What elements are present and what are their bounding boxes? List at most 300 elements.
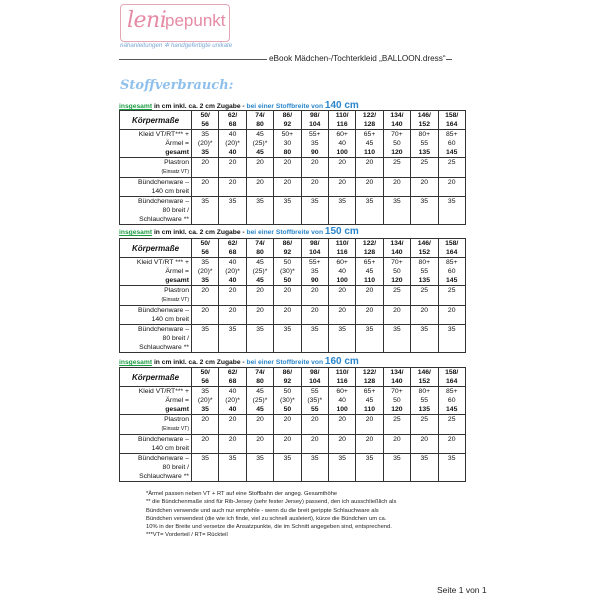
cell-value: 45 [256, 277, 264, 284]
cell-value: 20 [338, 436, 346, 443]
size-header [219, 368, 246, 387]
cell-value: 40 [228, 149, 237, 156]
size-header [411, 111, 438, 130]
cell-value: 20 [310, 416, 319, 423]
cell-value: (30)* [280, 397, 295, 404]
cell-value: 35 [201, 259, 209, 266]
cell-value: 20 [338, 307, 346, 314]
size-header-line: 104 [309, 121, 321, 128]
cell-value: 25 [420, 416, 429, 423]
cell-value: 35 [228, 198, 237, 205]
table-cell [328, 130, 355, 158]
table-row [120, 325, 466, 353]
document-title [119, 54, 452, 63]
size-header-line: 122/ [362, 369, 377, 376]
table-cell [219, 197, 246, 225]
row-label [120, 178, 192, 197]
size-header [301, 239, 328, 258]
row-label-wrap [120, 286, 189, 305]
cell-value: 35 [201, 326, 209, 333]
cell-value: 120 [391, 149, 403, 156]
size-header [274, 368, 301, 387]
table-cell [356, 454, 383, 482]
row-label [120, 258, 192, 286]
size-header [246, 111, 273, 130]
table-cell [328, 197, 355, 225]
cell-value: 20 [283, 436, 292, 443]
cell-value: 40 [228, 406, 237, 413]
cell-value: 40 [228, 259, 237, 266]
table-cell [411, 158, 438, 178]
size-header [383, 111, 410, 130]
cell-value: 25 [393, 416, 401, 423]
size-header [192, 239, 219, 258]
size-header-line: 110/ [335, 369, 349, 376]
cell-value: 35 [201, 388, 209, 395]
cell-value: 35 [365, 455, 374, 462]
cell-value: 25 [447, 416, 456, 423]
table-cell [219, 158, 246, 178]
table-cell [192, 306, 219, 325]
size-header-line: 152 [418, 249, 430, 256]
table-cell [274, 387, 301, 415]
size-header [383, 239, 410, 258]
size-header [274, 111, 301, 130]
caption-blue: bei einer Stoffbreite von [246, 103, 325, 110]
table-cell [356, 258, 383, 286]
cell-value: (25)* [252, 397, 268, 404]
table-cell [411, 306, 438, 325]
logo [120, 4, 233, 54]
cell-value: 80 [283, 149, 292, 156]
cell-value: 90 [310, 277, 319, 284]
size-header-line: 50/ [200, 240, 210, 247]
cell-value: 20 [228, 287, 237, 294]
size-header-line: 164 [446, 378, 458, 385]
document-title-text: eBook Mädchen-/Tochterkleid „BALLOON.dress“ [269, 54, 446, 63]
table-cell [192, 178, 219, 197]
cell-value: 20 [365, 159, 374, 166]
table-cell [383, 454, 410, 482]
table-cell [438, 178, 465, 197]
table-cell [356, 387, 383, 415]
caption-width: 140 cm [324, 100, 359, 111]
footnote-line: ***VT= Vorderteil / RT= Rückteil [146, 532, 228, 539]
size-header [274, 239, 301, 258]
size-header-line: 68 [228, 121, 237, 128]
cell-value: (25)* [252, 140, 268, 147]
size-header-line: 50/ [200, 369, 210, 376]
row-label [120, 197, 192, 225]
size-header-line: 110/ [335, 240, 349, 247]
fabric-table [119, 238, 466, 353]
table-cell [301, 158, 328, 178]
size-header-line: 50/ [200, 112, 210, 119]
table-cell [301, 178, 328, 197]
row-label [120, 286, 192, 306]
cell-value: 20 [256, 287, 264, 294]
cell-value: 45 [256, 149, 264, 156]
row-label-line: Ärmel = [165, 268, 189, 275]
cell-value: 55 [310, 406, 319, 413]
cell-value: 80+ [418, 388, 431, 395]
row-label-line: (Einsatz VT) [161, 297, 189, 303]
cell-value: 35 [201, 277, 209, 284]
table-cell [274, 435, 301, 454]
table-row [120, 306, 466, 325]
cell-value: 60 [447, 397, 456, 404]
cell-value: 55+ [308, 131, 321, 138]
cell-value: 40 [228, 388, 237, 395]
cell-value: 20 [283, 307, 292, 314]
cell-value: 25 [447, 159, 456, 166]
table-cell [219, 325, 246, 353]
cell-value: 20 [447, 307, 456, 314]
row-label-line: 140 cm breit [151, 445, 189, 452]
row-label-line: Bündchenware – [137, 436, 189, 443]
table-cell [274, 454, 301, 482]
size-header-line: 128 [363, 121, 376, 128]
cell-value: 20 [256, 416, 264, 423]
cell-value: 20 [338, 287, 346, 294]
caption-green: insgesamt [119, 103, 153, 110]
header-row [120, 368, 466, 387]
table-caption [119, 226, 359, 237]
row-label-line: Bündchenware – [137, 307, 189, 314]
caption-mid: in cm inkl. ca. 2 cm Zugabe - [152, 359, 247, 366]
row-label-line: Bündchenware – [137, 198, 189, 205]
row-label-line: 80 breit / [162, 207, 189, 214]
cell-value: 50 [283, 388, 292, 395]
cell-value: 35 [310, 455, 319, 462]
cell-value: 20 [283, 416, 292, 423]
cell-value: 110 [364, 277, 376, 284]
cell-value: 20 [447, 179, 456, 186]
cell-value: 35 [228, 326, 237, 333]
size-header-line: 56 [201, 121, 209, 128]
cell-value: 20 [201, 307, 209, 314]
cell-value: 110 [364, 149, 376, 156]
table-row [120, 435, 466, 454]
cell-value: 100 [336, 277, 348, 284]
cell-value: 40 [228, 131, 237, 138]
cell-value: 20 [420, 179, 429, 186]
row-label-line: 80 breit / [162, 335, 189, 342]
size-header [328, 111, 355, 130]
header-label: Körpermaße [120, 239, 192, 258]
size-header-line: 122/ [362, 112, 377, 119]
row-label [120, 435, 192, 454]
cell-value: 20 [393, 436, 401, 443]
cell-value: 70+ [391, 388, 403, 395]
table-cell [274, 197, 301, 225]
table-cell [383, 415, 410, 435]
table-cell [192, 454, 219, 482]
row-label-line: gesamt [165, 277, 189, 284]
cell-value: 20 [310, 179, 319, 186]
caption-width: 150 cm [324, 226, 359, 237]
table-cell [438, 454, 465, 482]
size-header-line: 68 [228, 378, 237, 385]
size-header-line: 86/ [282, 369, 293, 376]
row-label [120, 454, 192, 482]
cell-value: 20 [420, 436, 429, 443]
size-header [356, 368, 383, 387]
cell-value: 35 [256, 198, 264, 205]
cell-value: 85+ [445, 388, 458, 395]
size-header-line: 158/ [445, 369, 459, 376]
cell-value: 55+ [308, 259, 321, 266]
table-cell [246, 258, 273, 286]
cell-value: 80+ [418, 259, 431, 266]
cell-value: 65+ [363, 259, 376, 266]
cell-value: 35 [201, 149, 209, 156]
cell-value: 35 [338, 326, 346, 333]
cell-value: 50 [283, 259, 292, 266]
table-cell [438, 435, 465, 454]
row-label-line: (Einsatz VT) [161, 426, 189, 432]
table-cell [328, 415, 355, 435]
table-cell [411, 286, 438, 306]
row-label-line: Ärmel = [165, 397, 189, 404]
table-cell [411, 325, 438, 353]
row-label-line: Schlauchware ** [139, 473, 189, 480]
table-cell [246, 178, 273, 197]
cell-value: 35 [201, 455, 209, 462]
table-cell [438, 415, 465, 435]
size-header-line: 104 [309, 378, 321, 385]
size-header [411, 368, 438, 387]
cell-value: 35 [283, 455, 292, 462]
logo-word-leni: leni [127, 8, 167, 33]
header-label: Körpermaße [120, 368, 192, 387]
size-header-line: 146/ [417, 369, 431, 376]
footnote-line: ** die Bündchenmaße sind für Rib-Jersey (sehr fester Jersey) passend, den ich ausschließlich als [146, 499, 397, 506]
cell-value: 55 [420, 397, 429, 404]
table-cell [192, 286, 219, 306]
size-header [328, 239, 355, 258]
size-header-line: 140 [391, 249, 403, 256]
table-cell [438, 197, 465, 225]
cell-value: 55 [310, 388, 319, 395]
cell-value: 20 [447, 436, 456, 443]
fabric-table [119, 110, 466, 225]
size-header [411, 239, 438, 258]
cell-value: 45 [365, 140, 374, 147]
cell-value: 20 [365, 307, 374, 314]
table-cell [438, 158, 465, 178]
table-cell [356, 325, 383, 353]
table-cell [328, 178, 355, 197]
cell-value: 145 [446, 406, 458, 413]
cell-value: 20 [228, 307, 237, 314]
row-label-line: Plastron [164, 287, 189, 294]
cell-value: 40 [338, 397, 346, 404]
table-cell [274, 258, 301, 286]
cell-value: 65+ [363, 131, 376, 138]
table-row [120, 286, 466, 306]
size-header-line: 74/ [255, 240, 265, 247]
table-caption [119, 356, 359, 367]
cell-value: 20 [201, 159, 209, 166]
size-header-line: 98/ [310, 240, 320, 247]
logo-tagline: nähanleitungen ✲ handgefertigte unikate [120, 42, 233, 49]
size-header-line: 80 [256, 249, 264, 256]
cell-value: 70+ [391, 259, 403, 266]
size-header-line: 104 [309, 249, 321, 256]
table-cell [246, 286, 273, 306]
cell-value: 20 [365, 436, 374, 443]
table-row [120, 130, 466, 158]
size-header-line: 164 [446, 249, 458, 256]
row-label-line: Plastron [164, 159, 189, 166]
size-header-line: 98/ [310, 369, 320, 376]
cell-value: 35 [283, 198, 292, 205]
cell-value: 50 [393, 268, 401, 275]
size-header [219, 239, 246, 258]
size-header-line: 98/ [310, 112, 320, 119]
cell-value: 100 [336, 149, 348, 156]
table-cell [219, 415, 246, 435]
table-cell [219, 178, 246, 197]
cell-value: 50 [393, 397, 401, 404]
size-header-line: 134/ [390, 240, 404, 247]
cell-value: (20)* [225, 140, 240, 147]
cell-value: 30 [283, 140, 292, 147]
cell-value: 65+ [363, 388, 376, 395]
cell-value: 35 [338, 455, 346, 462]
cell-value: 20 [338, 416, 346, 423]
cell-value: 60 [447, 268, 456, 275]
table-cell [383, 435, 410, 454]
table-cell [246, 387, 273, 415]
header-label: Körpermaße [120, 111, 192, 130]
table-cell [383, 325, 410, 353]
cell-value: 35 [420, 198, 429, 205]
table-cell [383, 286, 410, 306]
size-header-line: 62/ [227, 240, 238, 247]
cell-value: 35 [393, 326, 401, 333]
cell-value: 35 [228, 455, 237, 462]
cell-value: 20 [228, 179, 237, 186]
cell-value: 20 [256, 159, 264, 166]
table-cell [411, 435, 438, 454]
cell-value: 35 [201, 198, 209, 205]
row-label-line: Kleid VT/RT*** + [138, 388, 189, 395]
title-rule-left [119, 59, 267, 60]
row-label-line: Bündchenware – [137, 179, 189, 186]
table-cell [274, 286, 301, 306]
cell-value: 120 [391, 406, 403, 413]
size-header-line: 152 [418, 121, 430, 128]
table-cell [411, 415, 438, 435]
size-header [438, 111, 465, 130]
cell-value: 90 [310, 149, 319, 156]
table-cell [192, 415, 219, 435]
table-cell [274, 415, 301, 435]
table-cell [411, 197, 438, 225]
table-cell [192, 130, 219, 158]
logo-frame [120, 4, 230, 42]
cell-value: 60+ [336, 259, 348, 266]
table-cell [246, 130, 273, 158]
size-header [438, 239, 465, 258]
cell-value: 35 [447, 455, 456, 462]
table-cell [328, 286, 355, 306]
size-header [192, 368, 219, 387]
table-row [120, 158, 466, 178]
table-cell [274, 325, 301, 353]
cell-value: 35 [201, 406, 209, 413]
table-cell [383, 258, 410, 286]
cell-value: 45 [256, 131, 264, 138]
size-header-line: 92 [283, 121, 292, 128]
cell-value: 20 [201, 416, 209, 423]
cell-value: 45 [256, 388, 264, 395]
table-cell [274, 158, 301, 178]
size-header [328, 368, 355, 387]
cell-value: 35 [393, 198, 401, 205]
table-cell [219, 286, 246, 306]
size-header [356, 239, 383, 258]
caption-green: insgesamt [119, 229, 153, 236]
cell-value: 20 [393, 179, 401, 186]
table-cell [246, 158, 273, 178]
table-cell [328, 387, 355, 415]
table-cell [192, 197, 219, 225]
size-header-line: 74/ [255, 369, 265, 376]
table-row [120, 178, 466, 197]
cell-value: 50 [283, 277, 292, 284]
size-header-line: 92 [283, 378, 292, 385]
cell-value: 20 [256, 179, 264, 186]
size-header-line: 80 [256, 378, 264, 385]
caption-mid: in cm inkl. ca. 2 cm Zugabe - [152, 229, 247, 236]
cell-value: 20 [228, 159, 237, 166]
table-cell [438, 387, 465, 415]
table-cell [274, 306, 301, 325]
cell-value: 20 [365, 179, 374, 186]
cell-value: 35 [420, 455, 429, 462]
size-header-line: 62/ [227, 112, 238, 119]
table-cell [192, 325, 219, 353]
table-cell [246, 306, 273, 325]
size-header [383, 368, 410, 387]
table-row [120, 387, 466, 415]
cell-value: (35)* [307, 397, 323, 404]
table-cell [411, 454, 438, 482]
table-cell [246, 325, 273, 353]
cell-value: 80+ [418, 131, 431, 138]
size-header [192, 111, 219, 130]
cell-value: 85+ [445, 259, 458, 266]
cell-value: 25 [447, 287, 456, 294]
size-header-line: 80 [256, 121, 264, 128]
table-cell [411, 178, 438, 197]
table-cell [411, 258, 438, 286]
size-header-line: 164 [446, 121, 458, 128]
table-cell [328, 258, 355, 286]
cell-value: 85+ [445, 131, 458, 138]
table-cell [246, 454, 273, 482]
table-cell [356, 158, 383, 178]
page-heading: Stoffverbrauch: [120, 78, 234, 93]
row-label-line: Schlauchware ** [139, 344, 189, 351]
table-cell [219, 258, 246, 286]
table-cell [328, 454, 355, 482]
cell-value: 35 [283, 326, 292, 333]
row-label [120, 158, 192, 178]
